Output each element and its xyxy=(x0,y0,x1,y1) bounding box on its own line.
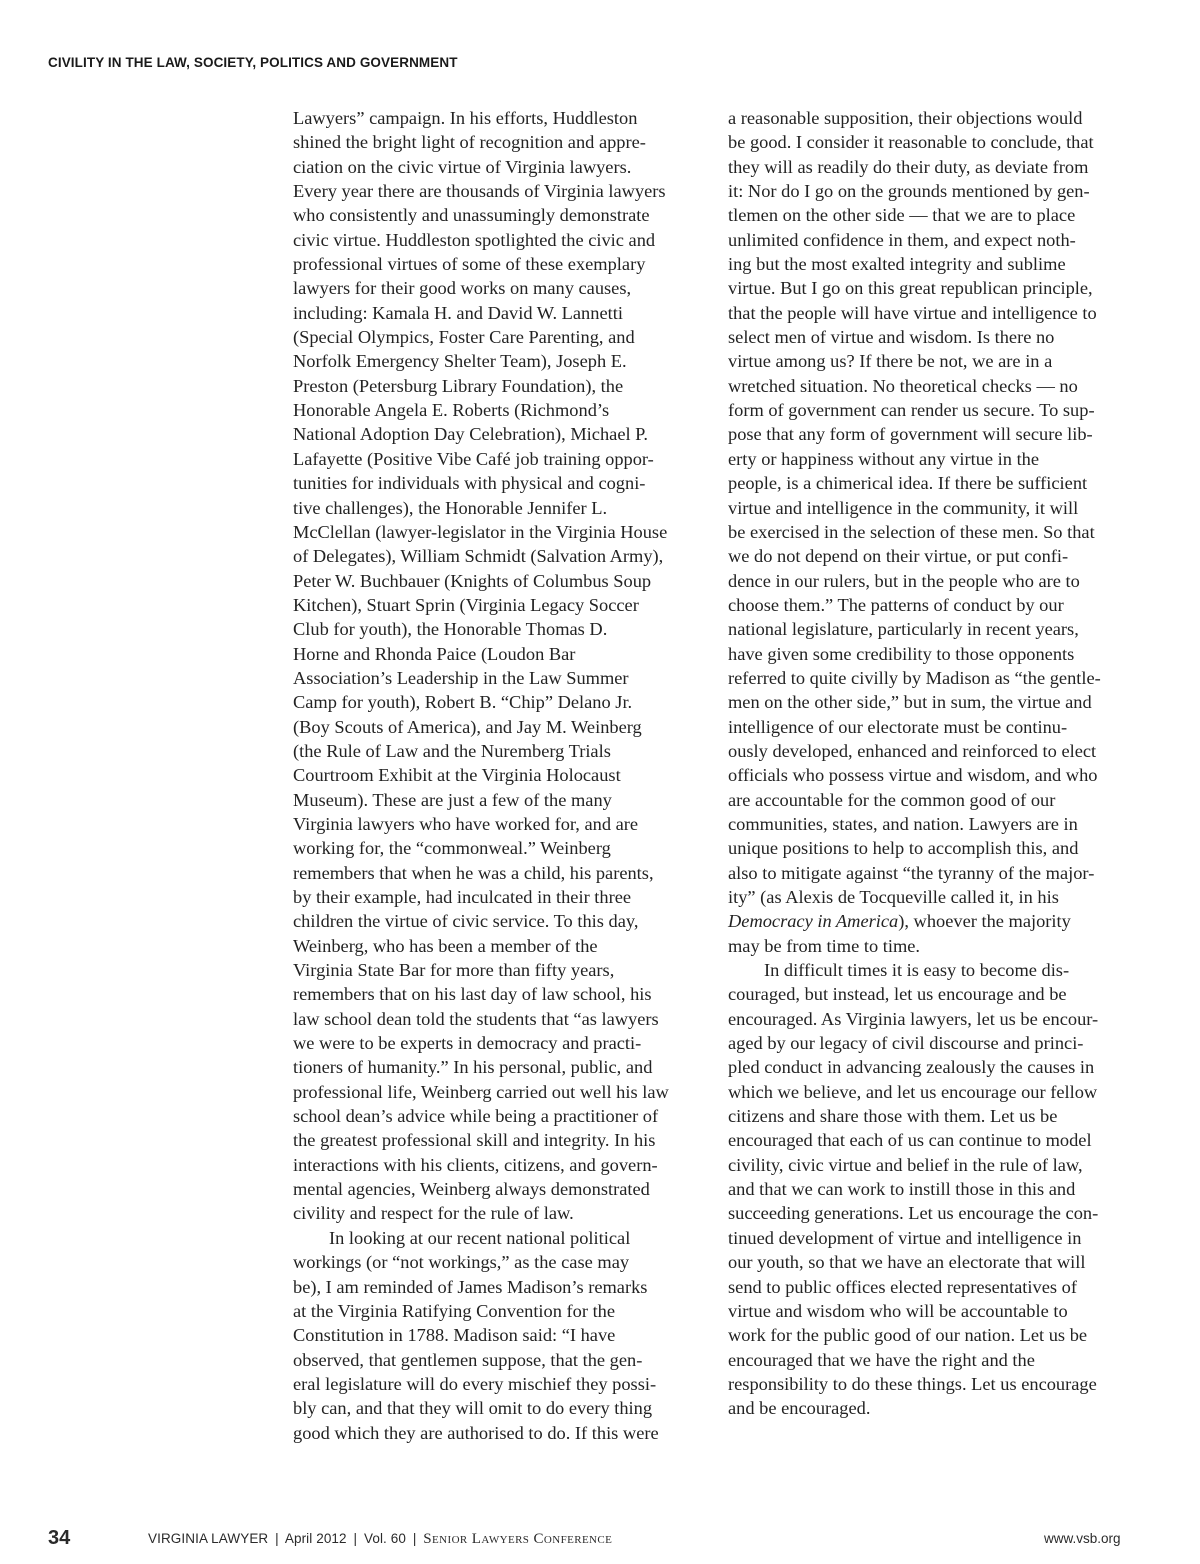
text-line: Lawyers” campaign. In his efforts, Huddleston xyxy=(293,108,638,128)
text-line: ing but the most exalted integrity and sublime xyxy=(728,254,1066,275)
text-line: Lafayette (Positive Vibe Café job training oppor- xyxy=(293,448,654,469)
text-line: encouraged. As Virginia lawyers, let us be encour- xyxy=(728,1008,1099,1029)
text-line: national legislature, particularly in recent years, xyxy=(728,619,1079,640)
text-line: work for the public good of our nation. Let us be xyxy=(728,1325,1088,1346)
text-line: we were to be experts in democracy and practi- xyxy=(293,1033,642,1054)
text-line: that the people will have virtue and intelligence to xyxy=(728,302,1097,323)
website-link[interactable]: www.vsb.org xyxy=(1044,1531,1121,1546)
text-line: be), I am reminded of James Madison’s remarks xyxy=(293,1276,648,1297)
text-line: ciation on the civic virtue of Virginia lawyers. xyxy=(293,156,632,177)
text-line: virtue and wisdom who will be accountable to xyxy=(728,1300,1068,1321)
text-line: Peter W. Buchbauer (Knights of Columbus Soup xyxy=(293,570,652,591)
text-line: Every year there are thousands of Virginia lawyers xyxy=(293,181,666,202)
text-line: Club for youth), the Honorable Thomas D. xyxy=(293,619,608,640)
text-line: mental agencies, Weinberg always demonstrated xyxy=(293,1179,650,1200)
text-line: intelligence of our electorate must be continu- xyxy=(728,716,1068,737)
text-line: lawyers for their good works on many causes, xyxy=(293,278,632,299)
text-line: (the Rule of Law and the Nuremberg Trials xyxy=(293,740,611,761)
footer-separator: | xyxy=(412,1531,417,1546)
text-line: Horne and Rhonda Paice (Loudon Bar xyxy=(293,643,576,664)
text-line: Preston (Petersburg Library Foundation), the xyxy=(293,375,624,396)
text-line: it: Nor do I go on the grounds mentioned by gen- xyxy=(728,181,1090,202)
text-line: which we believe, and let us encourage our fellow xyxy=(728,1081,1098,1102)
paragraph-start-line: In looking at our recent national political xyxy=(329,1227,631,1248)
text-line: civility, civic virtue and belief in the rule of law, xyxy=(728,1154,1083,1175)
text-line: our youth, so that we have an electorate that will xyxy=(728,1252,1086,1273)
text-line: of Delegates), William Schmidt (Salvation Army), xyxy=(293,546,664,567)
text-line: may be from time to time. xyxy=(728,935,921,956)
text-line: be exercised in the selection of these men. So that xyxy=(728,521,1095,542)
text-line: communities, states, and nation. Lawyers are in xyxy=(728,813,1078,834)
text-line: civility and respect for the rule of law. xyxy=(293,1203,574,1224)
text-line: a reasonable supposition, their objections would xyxy=(728,108,1083,128)
text-line: tunities for individuals with physical and cogni- xyxy=(293,473,646,494)
text-line: referred to quite civilly by Madison as “the gentle- xyxy=(728,667,1101,688)
text-line: dence in our rulers, but in the people who are to xyxy=(728,570,1080,591)
text-line: tioners of humanity.” In his personal, public, and xyxy=(293,1057,653,1078)
text-line: Honorable Angela E. Roberts (Richmond’s xyxy=(293,400,610,421)
text-line: encouraged that we have the right and the xyxy=(728,1349,1035,1370)
text-line: good which they are authorised to do. If this were xyxy=(293,1422,659,1443)
text-line: Camp for youth), Robert B. “Chip” Delano Jr. xyxy=(293,692,633,713)
text-line: pled conduct in advancing zealously the causes in xyxy=(728,1057,1095,1078)
text-line: unique positions to help to accomplish this, and xyxy=(728,838,1079,859)
text-line: children the virtue of civic service. To this day, xyxy=(293,911,639,932)
text-line: professional virtues of some of these exemplary xyxy=(293,254,646,275)
text-line: workings (or “not workings,” as the case may xyxy=(293,1252,630,1273)
text-line: tinued development of virtue and intelligence in xyxy=(728,1227,1082,1248)
running-header: CIVILITY IN THE LAW, SOCIETY, POLITICS AND GOVERNMENT xyxy=(48,55,458,70)
text-line: tive challenges), the Honorable Jennifer L. xyxy=(293,497,608,518)
text-line: professional life, Weinberg carried out well his law xyxy=(293,1081,669,1102)
text-line: wretched situation. No theoretical checks — no xyxy=(728,375,1078,396)
text-line: ity” (as Alexis de Tocqueville called it, in his xyxy=(728,887,1059,907)
text-line: we do not depend on their virtue, or put confi- xyxy=(728,546,1069,567)
text-line: bly can, and that they will omit to do every thing xyxy=(293,1398,653,1419)
text-line: (Special Olympics, Foster Care Parenting, and xyxy=(293,327,635,348)
book-title: Democracy in America xyxy=(728,911,899,932)
journal-name: VIRGINIA LAWYER xyxy=(148,1531,269,1546)
text-line: who consistently and unassumingly demonstrate xyxy=(293,205,650,226)
text-line: virtue and intelligence in the community, it will xyxy=(728,497,1079,518)
text-line: citizens and share those with them. Let us be xyxy=(728,1106,1058,1127)
text-line: virtue among us? If there be not, we are in a xyxy=(728,351,1053,372)
text-line: at the Virginia Ratifying Convention for the xyxy=(293,1300,616,1321)
text-line: tlemen on the other side — that we are to place xyxy=(728,205,1076,226)
text-line: virtue. But I go on this great republican principle, xyxy=(728,278,1093,299)
text-line: responsibility to do these things. Let us encourage xyxy=(728,1373,1097,1394)
text-line: Courtroom Exhibit at the Virginia Holocaust xyxy=(293,765,621,786)
text-line: observed, that gentlemen suppose, that the gen- xyxy=(293,1349,643,1370)
text-line: have given some credibility to those opponents xyxy=(728,643,1075,664)
volume: Vol. 60 xyxy=(363,1531,406,1546)
text-run: ), whoever the majority xyxy=(898,911,1071,932)
text-line: Weinberg, who has been a member of the xyxy=(293,935,598,956)
text-line: select men of virtue and wisdom. Is there no xyxy=(728,327,1055,348)
text-line: encouraged that each of us can continue to model xyxy=(728,1130,1092,1151)
text-line: remembers that when he was a child, his parents, xyxy=(293,862,654,883)
text-line: school dean’s advice while being a practitioner of xyxy=(293,1106,659,1127)
text-line: unlimited confidence in them, and expect noth- xyxy=(728,229,1076,250)
text-line: law school dean told the students that “as lawyers xyxy=(293,1008,659,1029)
text-line: succeeding generations. Let us encourage the con- xyxy=(728,1203,1099,1224)
text-line: the greatest professional skill and integrity. In his xyxy=(293,1130,656,1151)
text-line: by their example, had inculcated in their three xyxy=(293,887,632,907)
text-line: they will as readily do their duty, as deviate from xyxy=(728,156,1089,177)
text-line: men on the other side,” but in sum, the virtue and xyxy=(728,692,1092,713)
text-line: form of government can render us secure. To sup- xyxy=(728,400,1095,421)
text-line: interactions with his clients, citizens, and govern- xyxy=(293,1154,658,1175)
text-line: aged by our legacy of civil discourse and princi- xyxy=(728,1033,1084,1054)
article-column-right xyxy=(728,106,1148,1421)
text-line: are accountable for the common good of our xyxy=(728,789,1056,810)
footer-separator: | xyxy=(353,1531,358,1546)
text-line: Virginia State Bar for more than fifty years, xyxy=(293,960,615,981)
text-line: Kitchen), Stuart Sprin (Virginia Legacy Soccer xyxy=(293,594,639,615)
paragraph-start-line: In difficult times it is easy to become dis- xyxy=(764,960,1070,981)
text-line: officials who possess virtue and wisdom, and who xyxy=(728,765,1098,786)
text-line: and that we can work to instill those in this and xyxy=(728,1179,1076,1200)
text-line: pose that any form of government will secure lib- xyxy=(728,424,1093,445)
article-column-left xyxy=(293,106,703,1445)
text-line: Association’s Leadership in the Law Summer xyxy=(293,667,629,688)
text-line: McClellan (lawyer-legislator in the Virginia House xyxy=(293,521,668,542)
page-number: 34 xyxy=(48,1527,71,1549)
text-line: erty or happiness without any virtue in the xyxy=(728,448,1040,469)
text-line: civic virtue. Huddleston spotlighted the civic and xyxy=(293,229,656,250)
footer-separator: | xyxy=(275,1531,279,1546)
text-line: working for, the “commonweal.” Weinberg xyxy=(293,838,611,859)
text-line: Virginia lawyers who have worked for, and are xyxy=(293,813,639,834)
text-line-with-book-title xyxy=(728,909,1148,933)
text-line: Constitution in 1788. Madison said: “I have xyxy=(293,1325,616,1346)
text-line: be good. I consider it reasonable to conclude, that xyxy=(728,132,1094,153)
text-line: couraged, but instead, let us encourage and be xyxy=(728,984,1067,1005)
text-line: choose them.” The patterns of conduct by our xyxy=(728,594,1064,615)
text-line: ously developed, enhanced and reinforced to elect xyxy=(728,740,1097,761)
text-line: (Boy Scouts of America), and Jay M. Weinberg xyxy=(293,716,642,737)
text-line: remembers that on his last day of law school, his xyxy=(293,984,652,1005)
text-line: including: Kamala H. and David W. Lannetti xyxy=(293,302,623,323)
text-line: eral legislature will do every mischief they possi- xyxy=(293,1373,657,1394)
text-line: and be encouraged. xyxy=(728,1398,871,1419)
issue-date: April 2012 xyxy=(284,1531,347,1546)
text-line: people, is a chimerical idea. If there be sufficient xyxy=(728,473,1088,494)
text-line: send to public offices elected representatives of xyxy=(728,1276,1077,1297)
journal-footer xyxy=(148,1531,612,1548)
text-line: Museum). These are just a few of the many xyxy=(293,789,612,810)
text-line: shined the bright light of recognition and appre- xyxy=(293,132,646,153)
section-name: Senior Lawyers Conference xyxy=(423,1531,613,1547)
text-line: Norfolk Emergency Shelter Team), Joseph E. xyxy=(293,351,627,372)
text-line: also to mitigate against “the tyranny of the major- xyxy=(728,862,1095,883)
text-line: National Adoption Day Celebration), Michael P. xyxy=(293,424,648,445)
